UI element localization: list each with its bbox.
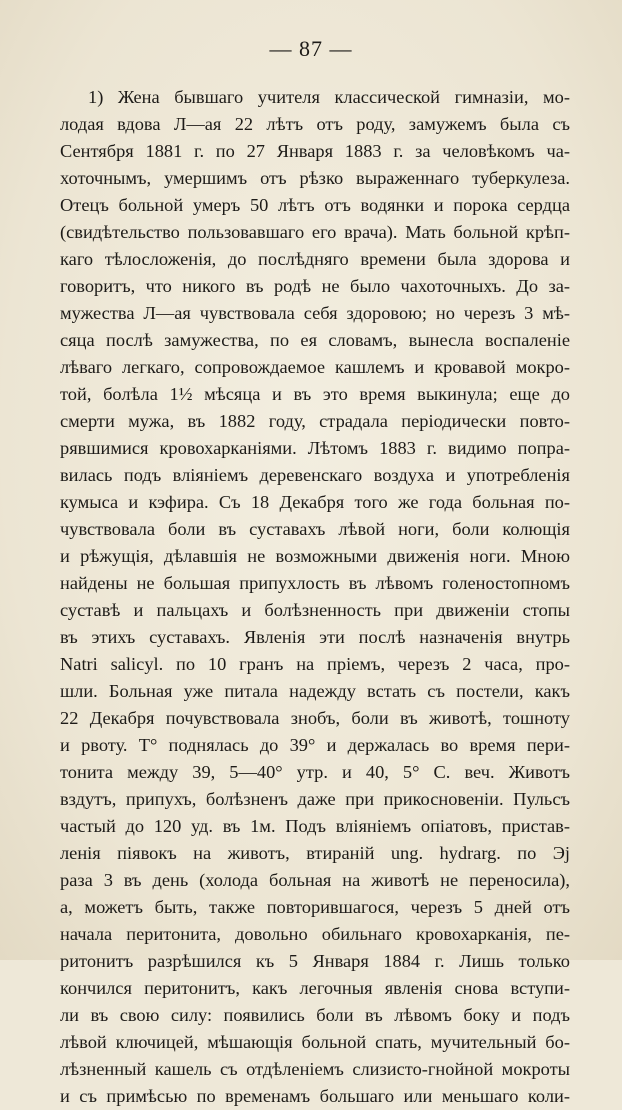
- text-line: лѣвой ключицей, мѣшающія больной спать, мучительный бо-: [60, 1032, 570, 1052]
- text-line: суставѣ и пальцахъ и болѣзненность при движеніи стопы: [60, 600, 570, 620]
- text-line: (свидѣтельство пользовавшаго его врача). Мать больной крѣп-: [60, 222, 570, 242]
- page-number: — 87 —: [269, 36, 353, 61]
- text-line: Сентября 1881 г. по 27 Января 1883 г. за человѣкомъ ча-: [60, 141, 570, 161]
- text-line: начала перитонита, довольно обильнаго кровохарканія, пе-: [60, 924, 570, 944]
- text-line: кумыса и кэфира. Съ 18 Декабря того же года больная по-: [60, 492, 570, 512]
- text-line: раза 3 въ день (холода больная на животѣ не переносила),: [60, 870, 570, 890]
- text-line: той, болѣла 1½ мѣсяца и въ это время выкинула; еще до: [60, 384, 570, 404]
- text-line: сяца послѣ замужества, по ея словамъ, вынесла воспаленіе: [60, 330, 570, 350]
- text-line: и съ примѣсью по временамъ большаго или меньшаго коли-: [60, 1086, 570, 1106]
- text-line: ли въ свою силу: появились боли въ лѣвомъ боку и подъ: [60, 1005, 570, 1025]
- text-line: и рвоту. T° поднялась до 39° и держалась во время пери-: [60, 735, 570, 755]
- text-line: чувствовала боли въ суставахъ лѣвой ноги, боли колющія: [60, 519, 570, 539]
- text-line: кончился перитонитъ, какъ легочныя явленія снова вступи-: [60, 978, 570, 998]
- text-line: вилась подъ вліяніемъ деревенскаго воздуха и употребленія: [60, 465, 570, 485]
- body-text: [60, 84, 570, 1110]
- text-line: смерти мужа, въ 1882 году, страдала періодически повто-: [60, 411, 570, 431]
- text-line: Отецъ больной умеръ 50 лѣтъ отъ водянки и порока сердца: [60, 195, 570, 215]
- text-line: частый до 120 уд. въ 1м. Подъ вліяніемъ опіатовъ, пристав-: [60, 816, 570, 836]
- text-line: тонита между 39, 5—40° утр. и 40, 5° С. веч. Животъ: [60, 762, 570, 782]
- text-line: лодая вдова Л—ая 22 лѣтъ отъ роду, замужемъ была съ: [60, 114, 570, 134]
- text-line: 1) Жена бывшаго учителя классической гимназіи, мо-: [88, 87, 570, 107]
- text-line: найдены не большая припухлость въ лѣвомъ голеностопномъ: [60, 573, 570, 593]
- text-line: въ этихъ суставахъ. Явленія эти послѣ назначенія внутрь: [60, 627, 570, 647]
- text-line: говоритъ, что никого въ родѣ не было чахоточныхъ. До за-: [60, 276, 570, 296]
- text-line: вздутъ, припухъ, болѣзненъ даже при прикосновеніи. Пульсъ: [60, 789, 570, 809]
- text-line: каго тѣлосложенія, до послѣдняго времени была здорова и: [60, 249, 570, 269]
- text-line: хоточнымъ, умершимъ отъ рѣзко выраженнаго туберкулеза.: [60, 168, 570, 188]
- text-line: лѣзненный кашель съ отдѣленіемъ слизисто-гнойной мокроты: [60, 1059, 570, 1079]
- text-line: шли. Больная уже питала надежду встать съ постели, какъ: [60, 681, 570, 701]
- text-line: а, можетъ быть, также повторившагося, черезъ 5 дней отъ: [60, 897, 570, 917]
- text-line: лѣваго легкаго, сопровождаемое кашлемъ и кровавой мокро-: [60, 357, 570, 377]
- text-line: ленія піявокъ на животъ, втираній ung. hydrarg. по Эj: [60, 843, 570, 863]
- text-line: Natri salicyl. по 10 гранъ на пріемъ, черезъ 2 часа, про-: [60, 654, 570, 674]
- text-line: и рѣжущія, дѣлавшія не возможными движенія ноги. Мною: [60, 546, 570, 566]
- text-line: 22 Декабря почувствовала знобъ, боли въ животѣ, тошноту: [60, 708, 570, 728]
- text-line: рявшимися кровохарканіями. Лѣтомъ 1883 г. видимо попра-: [60, 438, 570, 458]
- text-line: мужества Л—ая чувствовала себя здоровою; но черезъ 3 мѣ-: [60, 303, 570, 323]
- text-line: ритонитъ разрѣшился къ 5 Января 1884 г. Лишь только: [60, 951, 570, 971]
